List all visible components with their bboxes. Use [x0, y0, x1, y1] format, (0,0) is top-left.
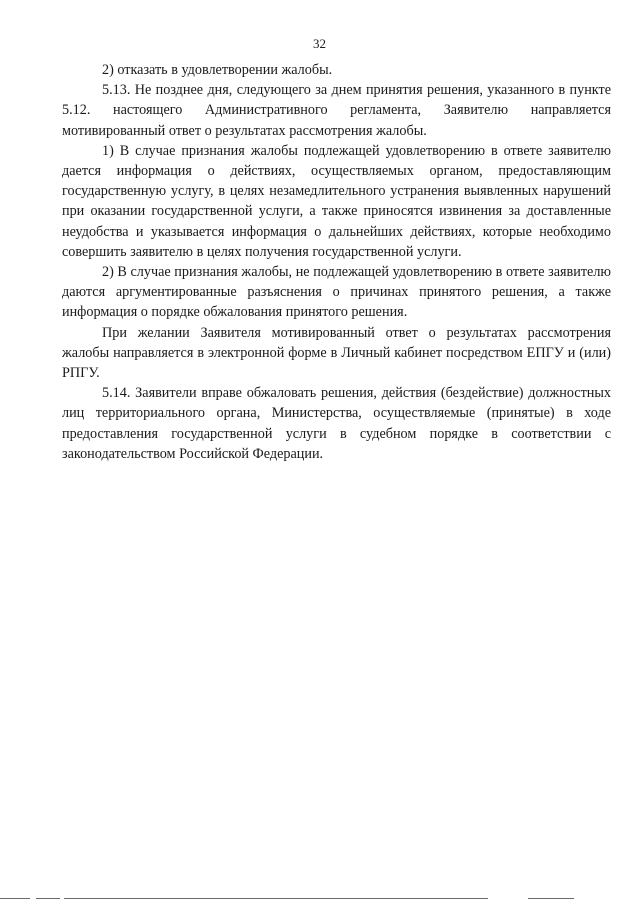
paragraph-5-14: 5.14. Заявители вправе обжаловать решения, действия (бездействие) должностных лиц территориального органа, Министерства, осуществляемые (принятые) в ходе предоставления государственной услуги в судебном порядке в соответствии с законодательством Российской Федерации. — [62, 385, 611, 462]
footer-divider — [528, 898, 574, 899]
paragraph-refuse-complaint: 2) отказать в удовлетворении жалобы. — [102, 62, 333, 78]
document-body — [62, 60, 611, 464]
paragraph-complaint-rejected: 2) В случае признания жалобы, не подлежащей удовлетворению в ответе заявителю даются аргументированные разъяснения о причинах принятого решения, а также информация о порядке обжалования принятого решения. — [62, 264, 611, 321]
paragraph-5-13: 5.13. Не позднее дня, следующего за днем принятия решения, указанного в пункте 5.12. настоящего Административного регламента, Заявителю направляется мотивированный ответ о результатах рассмотрения жалобы. — [62, 82, 611, 139]
paragraph-electronic-answer: При желании Заявителя мотивированный ответ о результатах рассмотрения жалобы направляется в электронной форме в Личный кабинет посредством ЕПГУ и (или) РПГУ. — [62, 324, 611, 382]
page-number: 32 — [313, 36, 326, 51]
footer-divider — [0, 898, 30, 899]
paragraph-complaint-satisfied: 1) В случае признания жалобы подлежащей удовлетворению в ответе заявителю дается информация о действиях, осуществляемых органом, предоставляющим государственную услугу, в целях незамедлительного устранения выявленных нарушений при оказании государственной услуги, а также приносятся извинения за доставленные неудобства и указывается информация о дальнейших действиях, которые необходимо совершить заявителю в целях получения государственной услуги. — [62, 142, 611, 260]
footer-divider — [64, 898, 488, 899]
footer-divider — [36, 898, 60, 899]
